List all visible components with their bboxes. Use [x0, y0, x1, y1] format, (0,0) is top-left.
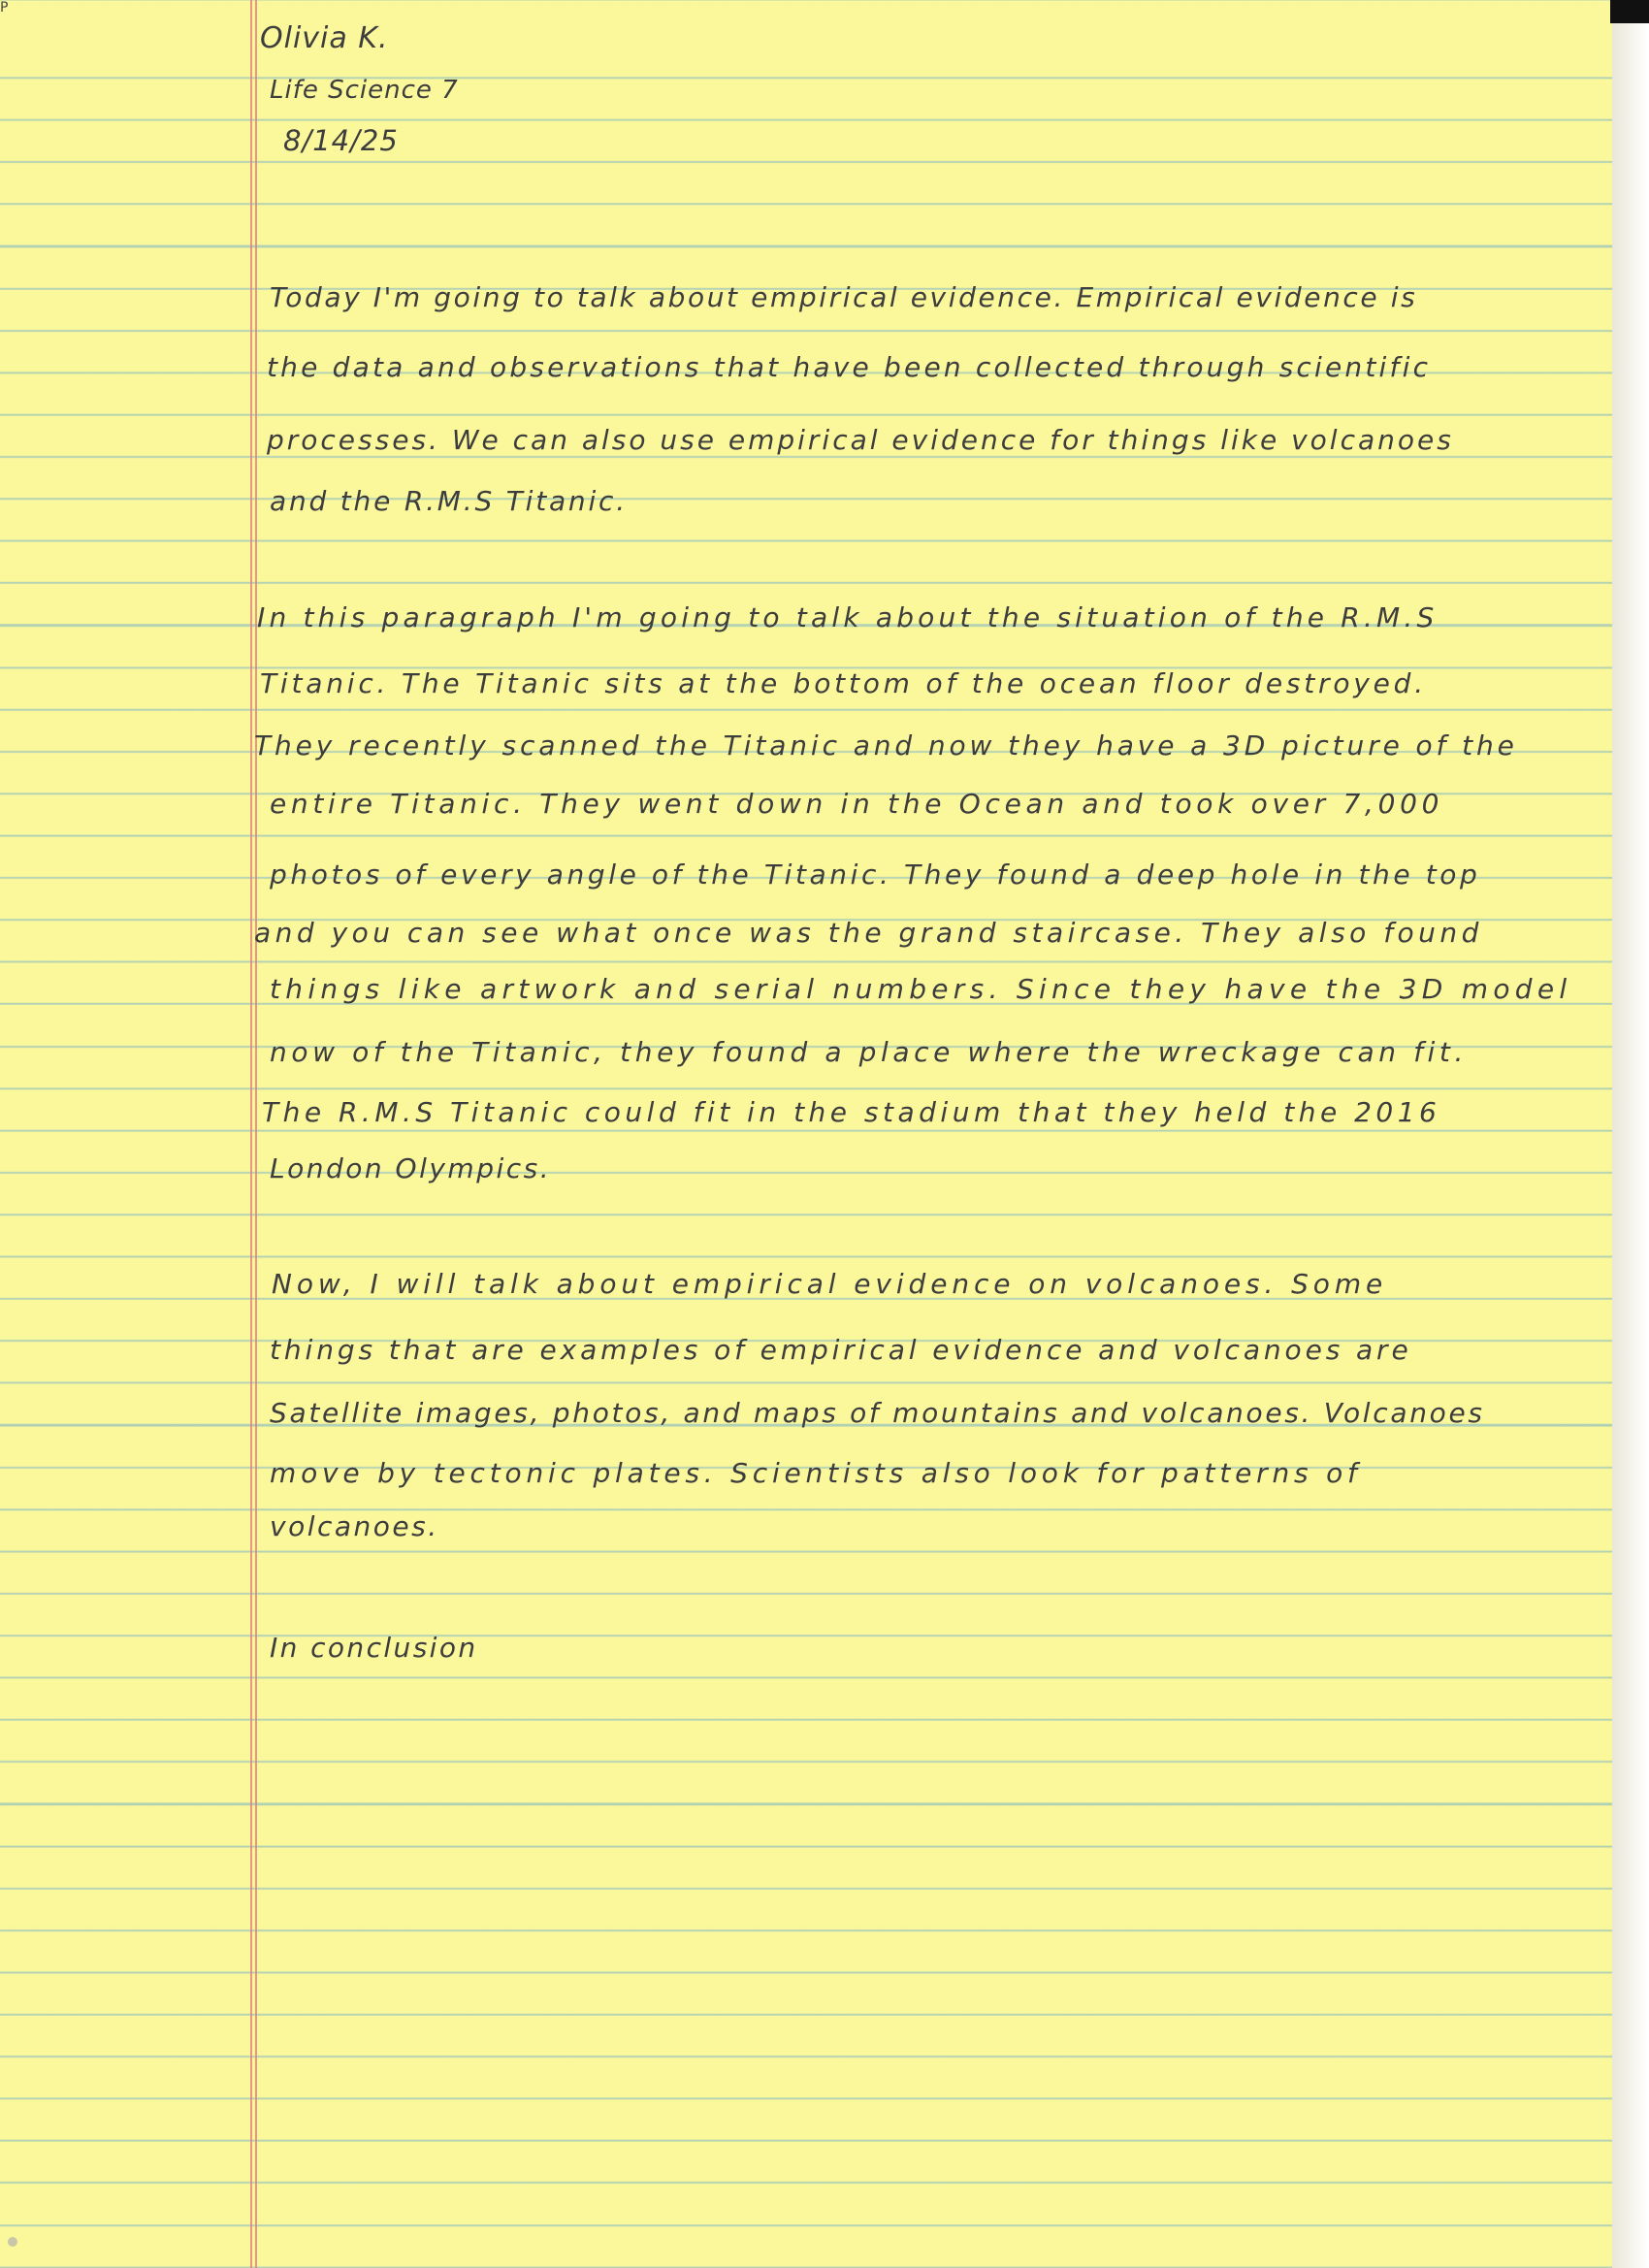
class-name: Life Science 7 [270, 76, 459, 105]
punch-hole [8, 2237, 17, 2247]
text-line: and you can see what once was the grand staircase. They also found [254, 917, 1483, 949]
text-line: London Olympics. [270, 1152, 552, 1184]
text-line: Today I'm going to talk about empirical evidence. Empirical evidence is [270, 281, 1418, 313]
text-line: things that are examples of empirical evidence and volcanoes are [270, 1334, 1412, 1366]
text-line: photos of every angle of the Titanic. They found a deep hole in the top [270, 859, 1481, 891]
text-line: now of the Titanic, they found a place where the wreckage can fit. [270, 1036, 1469, 1068]
text-line: In this paragraph I'm going to talk about the situation of the R.M.S [257, 601, 1439, 633]
text-line: processes. We can also use empirical evidence for things like volcanoes [267, 424, 1454, 456]
corner-mark: P [0, 0, 9, 16]
margin-line [250, 0, 252, 2268]
text-line: The R.M.S Titanic could fit in the stadium that they held the 2016 [262, 1096, 1441, 1128]
text-line: and the R.M.S Titanic. [270, 485, 628, 517]
student-name: Olivia K. [260, 21, 389, 55]
text-line: volcanoes. [270, 1510, 439, 1542]
scan-corner [1610, 0, 1649, 23]
page-edge [1612, 0, 1649, 2268]
text-line: things like artwork and serial numbers. Since they have the 3D model [270, 973, 1572, 1005]
text-line: In conclusion [270, 1632, 478, 1664]
date: 8/14/25 [283, 124, 399, 157]
text-line: Titanic. The Titanic sits at the bottom of the ocean floor destroyed. [260, 667, 1427, 699]
text-line: entire Titanic. They went down in the Ocean and took over 7,000 [270, 788, 1444, 820]
text-line: They recently scanned the Titanic and now they have a 3D picture of the [254, 729, 1518, 761]
text-line: move by tectonic plates. Scientists also look for patterns of [270, 1457, 1362, 1489]
text-line: Now, I will talk about empirical evidence on volcanoes. Some [272, 1268, 1388, 1300]
text-line: the data and observations that have been collected through scientific [267, 351, 1432, 383]
margin-line [255, 0, 257, 2268]
text-line: Satellite images, photos, and maps of mountains and volcanoes. Volcanoes [270, 1397, 1485, 1429]
